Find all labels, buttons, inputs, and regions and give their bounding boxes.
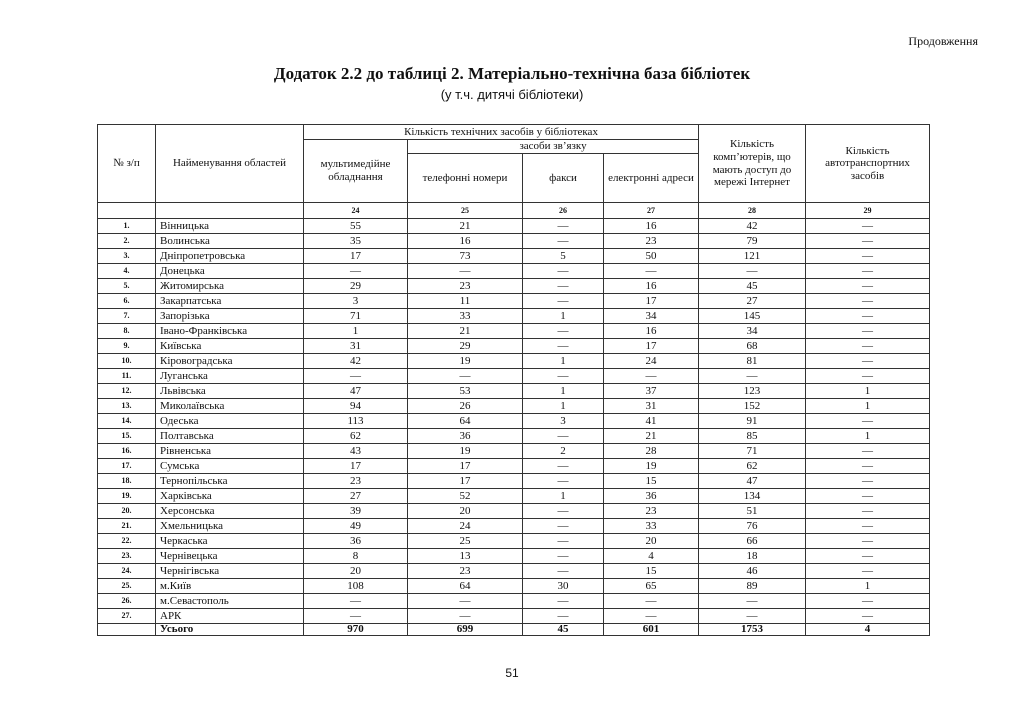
- header-email: електронні адреси: [604, 154, 699, 203]
- row-number: 15.: [98, 429, 156, 444]
- email-count: 15: [604, 564, 699, 579]
- vehicle-count: —: [806, 279, 930, 294]
- email-count: 17: [604, 339, 699, 354]
- region-name: м.Київ: [156, 579, 304, 594]
- email-count: 16: [604, 324, 699, 339]
- row-number: 16.: [98, 444, 156, 459]
- fax-count: —: [523, 219, 604, 234]
- vehicle-count: —: [806, 354, 930, 369]
- email-count: 16: [604, 279, 699, 294]
- total-email: 601: [604, 624, 699, 636]
- row-number: 2.: [98, 234, 156, 249]
- row-number: 17.: [98, 459, 156, 474]
- fax-count: —: [523, 459, 604, 474]
- fax-count: —: [523, 564, 604, 579]
- vehicle-count: —: [806, 264, 930, 279]
- fax-count: —: [523, 504, 604, 519]
- vehicle-count: —: [806, 489, 930, 504]
- email-count: 15: [604, 474, 699, 489]
- header-computers: Кількість комп’ютерів, що мають доступ до мережі Інтернет: [699, 125, 806, 203]
- multimedia-count: 31: [304, 339, 408, 354]
- email-count: 37: [604, 384, 699, 399]
- fax-count: —: [523, 294, 604, 309]
- computer-count: —: [699, 264, 806, 279]
- region-name: Рівненська: [156, 444, 304, 459]
- email-count: 31: [604, 399, 699, 414]
- row-number: 20.: [98, 504, 156, 519]
- continuation-label: Продовження: [908, 34, 978, 48]
- row-number: 10.: [98, 354, 156, 369]
- total-label: Усього: [156, 624, 304, 636]
- row-number: 26.: [98, 594, 156, 609]
- email-count: 23: [604, 504, 699, 519]
- computer-count: 121: [699, 249, 806, 264]
- row-number: 7.: [98, 309, 156, 324]
- region-name: Кіровоградська: [156, 354, 304, 369]
- computer-count: 42: [699, 219, 806, 234]
- email-count: 41: [604, 414, 699, 429]
- phone-count: 29: [408, 339, 523, 354]
- multimedia-count: —: [304, 609, 408, 624]
- multimedia-count: 55: [304, 219, 408, 234]
- fax-count: 30: [523, 579, 604, 594]
- phone-count: 33: [408, 309, 523, 324]
- multimedia-count: 39: [304, 504, 408, 519]
- row-number: 21.: [98, 519, 156, 534]
- multimedia-count: 94: [304, 399, 408, 414]
- computer-count: 152: [699, 399, 806, 414]
- computer-count: 76: [699, 519, 806, 534]
- table-row: [98, 414, 930, 429]
- phone-count: 52: [408, 489, 523, 504]
- region-name: Полтавська: [156, 429, 304, 444]
- multimedia-count: 35: [304, 234, 408, 249]
- multimedia-count: 17: [304, 249, 408, 264]
- vehicle-count: —: [806, 444, 930, 459]
- fax-count: 2: [523, 444, 604, 459]
- region-name: Житомирська: [156, 279, 304, 294]
- header-number: № з/п: [98, 125, 156, 203]
- column-number: 29: [806, 203, 930, 219]
- region-name: Чернівецька: [156, 549, 304, 564]
- fax-count: —: [523, 429, 604, 444]
- region-name: Луганська: [156, 369, 304, 384]
- header-phones: телефонні номери: [408, 154, 523, 203]
- fax-count: —: [523, 594, 604, 609]
- email-count: 17: [604, 294, 699, 309]
- row-number: 14.: [98, 414, 156, 429]
- table-row: [98, 489, 930, 504]
- email-count: 20: [604, 534, 699, 549]
- vehicle-count: —: [806, 519, 930, 534]
- multimedia-count: 42: [304, 354, 408, 369]
- row-number: 23.: [98, 549, 156, 564]
- email-count: 19: [604, 459, 699, 474]
- row-number: 19.: [98, 489, 156, 504]
- row-number: 22.: [98, 534, 156, 549]
- vehicle-count: —: [806, 474, 930, 489]
- document-subtitle: (у т.ч. дитячі бібліотеки): [440, 87, 584, 102]
- computer-count: 71: [699, 444, 806, 459]
- vehicle-count: —: [806, 534, 930, 549]
- phone-count: 21: [408, 324, 523, 339]
- multimedia-count: 1: [304, 324, 408, 339]
- row-number: 12.: [98, 384, 156, 399]
- multimedia-count: 108: [304, 579, 408, 594]
- region-name: Тернопільська: [156, 474, 304, 489]
- email-count: 16: [604, 219, 699, 234]
- region-name: Дніпропетровська: [156, 249, 304, 264]
- column-number: 27: [604, 203, 699, 219]
- computer-count: 145: [699, 309, 806, 324]
- multimedia-count: 17: [304, 459, 408, 474]
- phone-count: 26: [408, 399, 523, 414]
- fax-count: —: [523, 279, 604, 294]
- table-row: [98, 444, 930, 459]
- row-number: 4.: [98, 264, 156, 279]
- vehicle-count: 1: [806, 579, 930, 594]
- vehicle-count: —: [806, 294, 930, 309]
- vehicle-count: —: [806, 309, 930, 324]
- fax-count: —: [523, 264, 604, 279]
- table-row: [98, 519, 930, 534]
- column-number: 24: [304, 203, 408, 219]
- phone-count: 23: [408, 564, 523, 579]
- fax-count: —: [523, 324, 604, 339]
- multimedia-count: 71: [304, 309, 408, 324]
- computer-count: 81: [699, 354, 806, 369]
- vehicle-count: —: [806, 594, 930, 609]
- region-name: Київська: [156, 339, 304, 354]
- region-name: АРК: [156, 609, 304, 624]
- vehicle-count: —: [806, 459, 930, 474]
- vehicle-count: 1: [806, 384, 930, 399]
- table-row: [98, 399, 930, 414]
- region-name: Вінницька: [156, 219, 304, 234]
- fax-count: 3: [523, 414, 604, 429]
- region-name: Волинська: [156, 234, 304, 249]
- row-number: 8.: [98, 324, 156, 339]
- row-number: 24.: [98, 564, 156, 579]
- table-row: [98, 474, 930, 489]
- row-number: 1.: [98, 219, 156, 234]
- phone-count: 53: [408, 384, 523, 399]
- table-row: [98, 384, 930, 399]
- email-count: 65: [604, 579, 699, 594]
- email-count: 34: [604, 309, 699, 324]
- computer-count: 27: [699, 294, 806, 309]
- email-count: —: [604, 594, 699, 609]
- region-name: Закарпатська: [156, 294, 304, 309]
- region-name: Одеська: [156, 414, 304, 429]
- fax-count: —: [523, 369, 604, 384]
- computer-count: —: [699, 594, 806, 609]
- header-region-name: Найменування областей: [156, 125, 304, 203]
- region-name: Хмельницька: [156, 519, 304, 534]
- region-name: Чернігівська: [156, 564, 304, 579]
- email-count: 33: [604, 519, 699, 534]
- phone-count: 73: [408, 249, 523, 264]
- region-name: Львівська: [156, 384, 304, 399]
- table-row: [98, 219, 930, 234]
- phone-count: 20: [408, 504, 523, 519]
- region-name: Черкаська: [156, 534, 304, 549]
- row-number: 9.: [98, 339, 156, 354]
- computer-count: 34: [699, 324, 806, 339]
- phone-count: —: [408, 594, 523, 609]
- row-number: 27.: [98, 609, 156, 624]
- fax-count: 5: [523, 249, 604, 264]
- computer-count: 51: [699, 504, 806, 519]
- vehicle-count: —: [806, 414, 930, 429]
- vehicle-count: —: [806, 249, 930, 264]
- fax-count: —: [523, 234, 604, 249]
- column-number: 26: [523, 203, 604, 219]
- multimedia-count: 20: [304, 564, 408, 579]
- table-row: [98, 354, 930, 369]
- phone-count: 13: [408, 549, 523, 564]
- computer-count: 85: [699, 429, 806, 444]
- fax-count: 1: [523, 384, 604, 399]
- table-row: [98, 294, 930, 309]
- computer-count: 62: [699, 459, 806, 474]
- table-row: [98, 309, 930, 324]
- phone-count: 64: [408, 414, 523, 429]
- header-communication: засоби зв’язку: [408, 140, 699, 154]
- vehicle-count: —: [806, 219, 930, 234]
- computer-count: 47: [699, 474, 806, 489]
- email-count: 24: [604, 354, 699, 369]
- total-multimedia: 970: [304, 624, 408, 636]
- table-row: [98, 339, 930, 354]
- computer-count: 68: [699, 339, 806, 354]
- fax-count: —: [523, 519, 604, 534]
- region-name: Запорізька: [156, 309, 304, 324]
- table-row: [98, 549, 930, 564]
- page-number: 51: [505, 666, 519, 680]
- fax-count: 1: [523, 399, 604, 414]
- email-count: 21: [604, 429, 699, 444]
- table-row: [98, 264, 930, 279]
- email-count: 50: [604, 249, 699, 264]
- table-row: [98, 609, 930, 624]
- vehicle-count: —: [806, 324, 930, 339]
- table-row: [98, 234, 930, 249]
- phone-count: 21: [408, 219, 523, 234]
- phone-count: 36: [408, 429, 523, 444]
- vehicle-count: —: [806, 609, 930, 624]
- vehicle-count: —: [806, 234, 930, 249]
- table-row: [98, 564, 930, 579]
- total-vehicles: 4: [806, 624, 930, 636]
- email-count: —: [604, 264, 699, 279]
- header-multimedia: мультимедійне обладнання: [304, 140, 408, 203]
- phone-count: —: [408, 264, 523, 279]
- multimedia-count: 8: [304, 549, 408, 564]
- fax-count: 1: [523, 489, 604, 504]
- phone-count: —: [408, 369, 523, 384]
- phone-count: 17: [408, 459, 523, 474]
- email-count: 4: [604, 549, 699, 564]
- computer-count: —: [699, 369, 806, 384]
- email-count: 23: [604, 234, 699, 249]
- region-name: Харківська: [156, 489, 304, 504]
- row-number: 25.: [98, 579, 156, 594]
- header-fax: факси: [523, 154, 604, 203]
- multimedia-count: 36: [304, 534, 408, 549]
- multimedia-count: 47: [304, 384, 408, 399]
- multimedia-count: —: [304, 369, 408, 384]
- region-name: Миколаївська: [156, 399, 304, 414]
- row-number: 13.: [98, 399, 156, 414]
- computer-count: 89: [699, 579, 806, 594]
- table-row: [98, 459, 930, 474]
- multimedia-count: —: [304, 594, 408, 609]
- computer-count: 45: [699, 279, 806, 294]
- table-body: [98, 219, 930, 624]
- fax-count: —: [523, 339, 604, 354]
- table-row: [98, 594, 930, 609]
- multimedia-count: 62: [304, 429, 408, 444]
- multimedia-count: 113: [304, 414, 408, 429]
- phone-count: —: [408, 609, 523, 624]
- fax-count: —: [523, 609, 604, 624]
- phone-count: 23: [408, 279, 523, 294]
- computer-count: 134: [699, 489, 806, 504]
- phone-count: 17: [408, 474, 523, 489]
- vehicle-count: 1: [806, 399, 930, 414]
- computer-count: 123: [699, 384, 806, 399]
- email-count: 28: [604, 444, 699, 459]
- vehicle-count: —: [806, 369, 930, 384]
- vehicle-count: 1: [806, 429, 930, 444]
- vehicle-count: —: [806, 564, 930, 579]
- email-count: —: [604, 369, 699, 384]
- email-count: 36: [604, 489, 699, 504]
- region-name: Івано-Франківська: [156, 324, 304, 339]
- vehicle-count: —: [806, 504, 930, 519]
- total-phones: 699: [408, 624, 523, 636]
- computer-count: 46: [699, 564, 806, 579]
- table-row: [98, 369, 930, 384]
- phone-count: 19: [408, 354, 523, 369]
- total-computers: 1753: [699, 624, 806, 636]
- phone-count: 24: [408, 519, 523, 534]
- multimedia-count: 23: [304, 474, 408, 489]
- multimedia-count: —: [304, 264, 408, 279]
- table-row: [98, 279, 930, 294]
- phone-count: 25: [408, 534, 523, 549]
- header-technical-means: Кількість технічних засобів у бібліотеках: [304, 125, 699, 140]
- region-name: Донецька: [156, 264, 304, 279]
- multimedia-count: 43: [304, 444, 408, 459]
- table-row: [98, 324, 930, 339]
- vehicle-count: —: [806, 549, 930, 564]
- email-count: —: [604, 609, 699, 624]
- table-row: [98, 504, 930, 519]
- region-name: м.Севастополь: [156, 594, 304, 609]
- computer-count: —: [699, 609, 806, 624]
- fax-count: —: [523, 534, 604, 549]
- header-vehicles: Кількість автотранспортних засобів: [806, 125, 930, 203]
- computer-count: 66: [699, 534, 806, 549]
- region-name: Сумська: [156, 459, 304, 474]
- multimedia-count: 27: [304, 489, 408, 504]
- fax-count: 1: [523, 354, 604, 369]
- computer-count: 79: [699, 234, 806, 249]
- multimedia-count: 3: [304, 294, 408, 309]
- multimedia-count: 29: [304, 279, 408, 294]
- computer-count: 91: [699, 414, 806, 429]
- total-fax: 45: [523, 624, 604, 636]
- document-title: Додаток 2.2 до таблиці 2. Матеріально-технічна база бібліотек: [273, 64, 751, 83]
- table-row: [98, 579, 930, 594]
- phone-count: 64: [408, 579, 523, 594]
- column-number: 28: [699, 203, 806, 219]
- row-number: 5.: [98, 279, 156, 294]
- row-number: 11.: [98, 369, 156, 384]
- fax-count: 1: [523, 309, 604, 324]
- table-row: [98, 249, 930, 264]
- phone-count: 19: [408, 444, 523, 459]
- vehicle-count: —: [806, 339, 930, 354]
- fax-count: —: [523, 474, 604, 489]
- table-row: [98, 429, 930, 444]
- row-number: 18.: [98, 474, 156, 489]
- computer-count: 18: [699, 549, 806, 564]
- library-equipment-table: [97, 124, 930, 636]
- fax-count: —: [523, 549, 604, 564]
- region-name: Херсонська: [156, 504, 304, 519]
- row-number: 6.: [98, 294, 156, 309]
- phone-count: 16: [408, 234, 523, 249]
- multimedia-count: 49: [304, 519, 408, 534]
- column-number: 25: [408, 203, 523, 219]
- table-row: [98, 534, 930, 549]
- row-number: 3.: [98, 249, 156, 264]
- total-row: [98, 624, 930, 636]
- phone-count: 11: [408, 294, 523, 309]
